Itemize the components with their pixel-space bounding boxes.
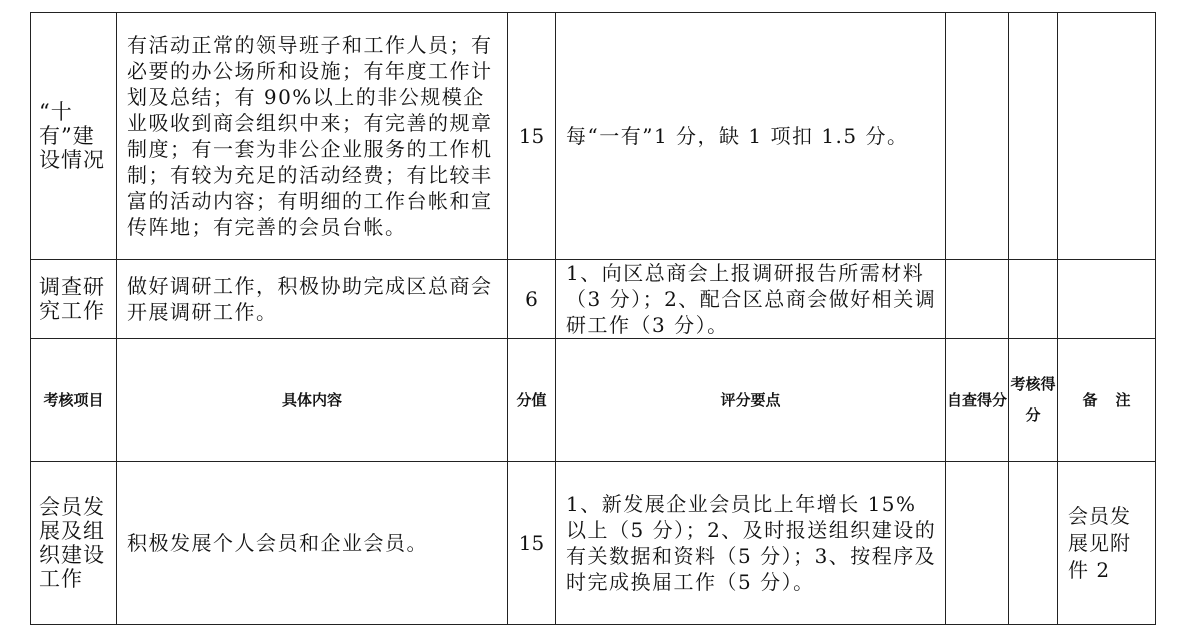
header-score-label: 分值 <box>516 390 547 409</box>
score-value: 6 <box>525 287 538 311</box>
header-content-label: 具体内容 <box>281 391 342 409</box>
assessment-item-label: 调查研究工作 <box>39 275 105 323</box>
score-value: 15 <box>518 124 545 148</box>
note-text: 会员发展见附件 2 <box>1068 503 1131 582</box>
note-cell <box>1058 462 1156 625</box>
scoring-rule-text: 每“一有”1 分，缺 1 项扣 1.5 分。 <box>566 124 909 148</box>
header-check-score-label: 考核得分 <box>1010 375 1056 424</box>
check-score-cell <box>1009 260 1058 339</box>
assessment-item-cell <box>31 260 117 339</box>
scoring-rule-cell <box>556 462 946 625</box>
check-score-cell <box>1009 462 1058 625</box>
score-cell <box>508 13 556 260</box>
assessment-table <box>30 12 1156 625</box>
scoring-rule-text: 1、新发展企业会员比上年增长 15%以上（5 分）；2、及时报送组织建设的有关数据和资料（5 分）；3、按程序及时完成换届工作（5 分）。 <box>566 492 937 594</box>
content-cell <box>117 462 508 625</box>
header-scoring-rule <box>556 339 946 462</box>
content-text: 积极发展个人会员和企业会员。 <box>127 531 428 555</box>
table-row <box>31 260 1156 339</box>
header-note <box>1058 339 1156 462</box>
scoring-rule-cell <box>556 260 946 339</box>
header-assessment-item-label: 考核项目 <box>43 391 104 409</box>
assessment-item-cell <box>31 13 117 260</box>
header-score <box>508 339 556 462</box>
header-content <box>117 339 508 462</box>
self-score-cell <box>946 260 1009 339</box>
content-text: 做好调研工作，积极协助完成区总商会开展调研工作。 <box>127 274 493 324</box>
score-cell <box>508 462 556 625</box>
self-score-cell <box>946 462 1009 625</box>
self-score-cell <box>946 13 1009 260</box>
header-row <box>31 339 1156 462</box>
header-scoring-rule-label: 评分要点 <box>720 391 781 409</box>
table-row <box>31 13 1156 260</box>
content-text: 有活动正常的领导班子和工作人员；有必要的办公场所和设施；有年度工作计划及总结；有 90%以上的非公规模企业吸收到商会组织中来；有完善的规章制度；有一套为非公企业服务的工作机制；有较为充足的活动经费；有比较丰富的活动内容；有明细的工作台帐和宣传阵地；有完善的会员台帐。 <box>127 33 493 239</box>
note-cell <box>1058 260 1156 339</box>
score-value: 15 <box>518 531 545 555</box>
assessment-item-cell <box>31 462 117 625</box>
scoring-rule-cell <box>556 13 946 260</box>
header-self-score-label: 自查得分 <box>946 390 1007 409</box>
header-note-label: 备注 <box>1082 391 1149 409</box>
header-check-score <box>1009 339 1058 462</box>
header-assessment-item <box>31 339 117 462</box>
score-cell <box>508 260 556 339</box>
content-cell <box>117 260 508 339</box>
content-cell <box>117 13 508 260</box>
scoring-rule-text: 1、向区总商会上报调研报告所需材料（3 分）；2、配合区总商会做好相关调研工作（3 分）。 <box>566 261 937 337</box>
check-score-cell <box>1009 13 1058 260</box>
note-cell <box>1058 13 1156 260</box>
assessment-item-label: 会员发展及组织建设工作 <box>39 495 105 591</box>
assessment-item-label: “十有”建设情况 <box>39 100 105 172</box>
table-row <box>31 462 1156 625</box>
header-self-score <box>946 339 1009 462</box>
